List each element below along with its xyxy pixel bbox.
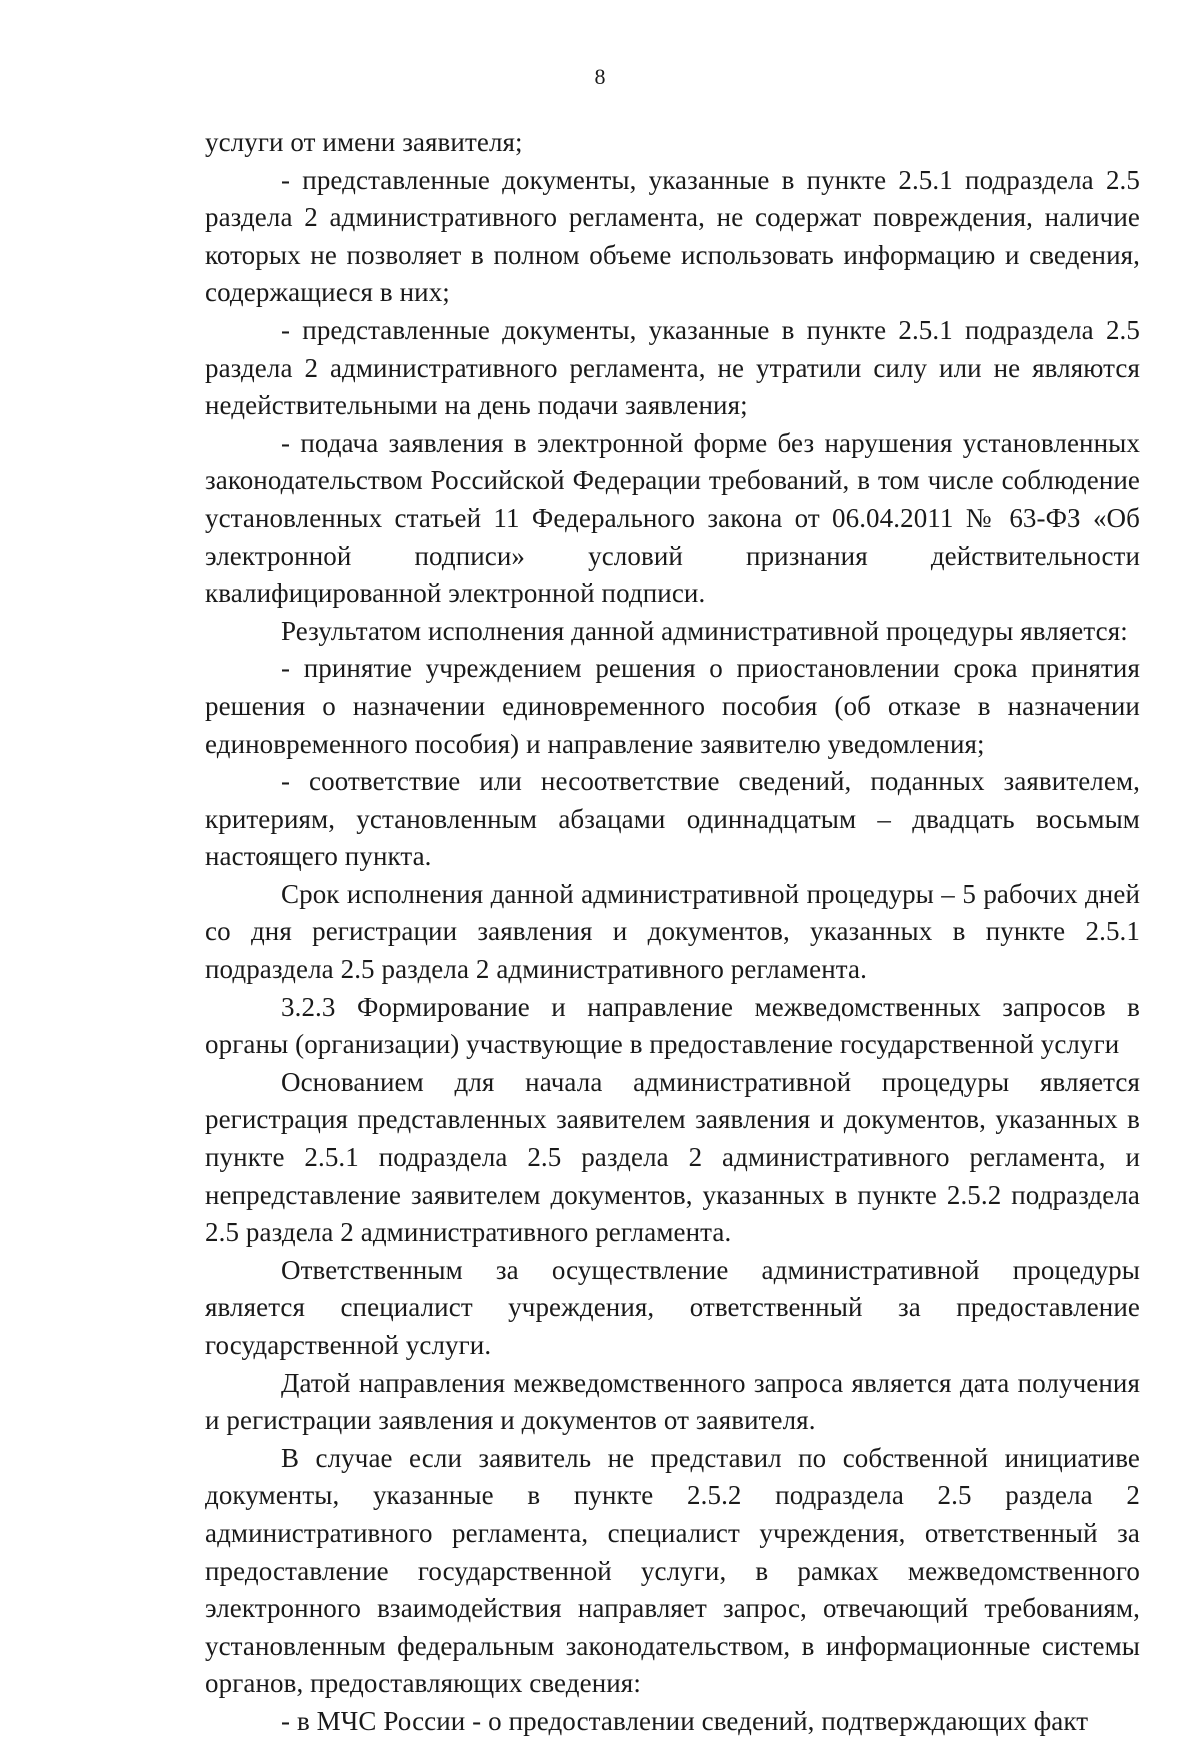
paragraph: Основанием для начала административной процедуры является регистрация представленных заявителем заявления и документов, указанных в пункте 2.5.1 подраздела 2.5 раздела 2 административного регламента, и непредставление заявителем документов, указанных в пункте 2.5.2 подраздела 2.5 раздела 2 административного регламента. [205, 1066, 1140, 1248]
paragraph: В случае если заявитель не представил по собственной инициативе документы, указанные в пункте 2.5.2 подраздела 2.5 раздела 2 административного регламента, специалист учреждения, ответственный за предоставление государственной услуги, в рамках межведомственного электронного взаимодействия направляет запрос, отвечающий требованиям, установленным федеральным законодательством, в информационные системы органов, предоставляющих сведения: [205, 1442, 1140, 1699]
paragraph: Результатом исполнения данной административной процедуры является: [281, 615, 1128, 646]
paragraph: - представленные документы, указанные в пункте 2.5.1 подраздела 2.5 раздела 2 административного регламента, не утратили силу или не являются недействительными на день подачи заявления; [205, 314, 1140, 421]
document-body [205, 124, 1140, 1741]
paragraph: Ответственным за осуществление административной процедуры является специалист учреждения, ответственный за предоставление государственной услуги. [205, 1254, 1140, 1360]
paragraph: - соответствие или несоответствие сведений, поданных заявителем, критериям, установленным абзацами одиннадцатым – двадцать восьмым настоящего пункта. [205, 766, 1140, 872]
paragraph: - подача заявления в электронной форме без нарушения установленных законодательством Российской Федерации требований, в том числе соблюдение установленных статьей 11 Федерального закона от 06.04.2011 № 63-ФЗ «Об электронной подписи» условий признания действительности квалифицированной электронной подписи. [205, 427, 1140, 609]
paragraph: Срок исполнения данной административной процедуры – 5 рабочих дней со дня регистрации заявления и документов, указанных в пункте 2.5.1 подраздела 2.5 раздела 2 административного регламента. [205, 878, 1140, 985]
paragraph: Датой направления межведомственного запроса является дата получения и регистрации заявления и документов от заявителя. [205, 1367, 1140, 1436]
paragraph: - представленные документы, указанные в пункте 2.5.1 подраздела 2.5 раздела 2 административного регламента, не содержат повреждения, наличие которых не позволяет в полном объеме использовать информацию и сведения, содержащиеся в них; [205, 164, 1140, 308]
paragraph: - в МЧС России - о предоставлении сведений, подтверждающих факт [281, 1705, 1089, 1736]
paragraph: - принятие учреждением решения о приостановлении срока принятия решения о назначении единовременного пособия (об отказе в назначении единовременного пособия) и направление заявителю уведомления; [205, 653, 1140, 759]
page-number: 8 [594, 64, 606, 89]
section-heading: 3.2.3 Формирование и направление межведомственных запросов в органы (организации) участвующие в предоставление государственной услуги [205, 991, 1140, 1060]
paragraph: услуги от имени заявителя; [205, 127, 523, 157]
